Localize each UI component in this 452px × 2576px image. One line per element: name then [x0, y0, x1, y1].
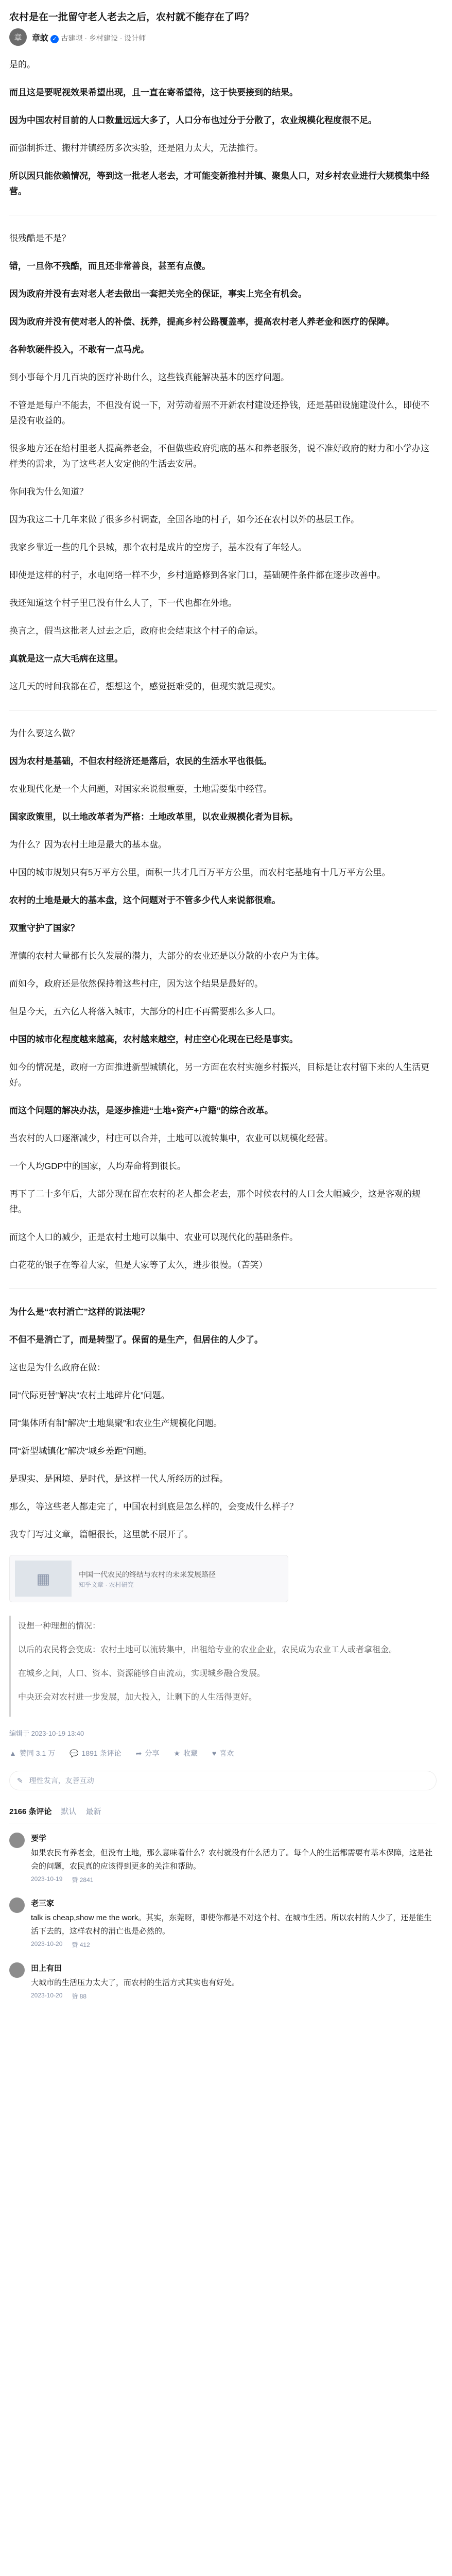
answer-paragraph: 谨慎的农村大量都有长久发展的潜力，大部分的农业还是以分散的小农户为主体。: [9, 951, 324, 961]
comment-author[interactable]: 田上有田: [31, 1964, 62, 1973]
answer-paragraph: 而这个问题的解决办法，是逐步推进“土地+资产+户籍”的综合改革。: [9, 1106, 273, 1115]
answer-paragraph: 为什么是“农村消亡”这样的说法呢？: [9, 1307, 149, 1317]
comment-avatar[interactable]: [9, 1962, 25, 1978]
comment-meta: [31, 1875, 437, 1884]
verified-icon: ✓: [50, 35, 59, 43]
answer-paragraph: 换言之，假当这批老人过去之后，政府也会结束这个村子的命运。: [9, 626, 263, 636]
comment-body: [31, 1962, 437, 2001]
comment-text: 大城市的生活压力太大了，而农村的生活方式其实也有好处。: [31, 1978, 240, 1987]
star-icon: ★: [173, 1749, 180, 1757]
sort-latest-tab[interactable]: 最新: [85, 1807, 101, 1816]
answer-paragraph: 到小事每个月几百块的医疗补助什么，这些钱真能解决基本的医疗问题。: [9, 372, 289, 382]
answer-paragraph: 白花花的银子在等着大家，但是大家等了太久，进步很慢。（苦笑）: [9, 1260, 268, 1270]
comment-meta: [31, 1940, 437, 1949]
comment-item: [9, 1897, 437, 1949]
comment-like-button[interactable]: 赞 2841: [72, 1876, 94, 1884]
quote-line: 以后的农民将会变成：农村土地可以流转集中，出租给专业的农业企业，农民成为农业工人或者拿租金。: [18, 1646, 397, 1654]
comment-label: 1891 条评论: [81, 1749, 121, 1757]
heart-icon: ♥: [212, 1749, 217, 1757]
answer-paragraph: 因为政府并没有使对老人的补偿、抚养，提高乡村公路覆盖率，提高农村老人养老金和医疗的保障。: [9, 317, 394, 327]
quote-line: 在城乡之间，人口、资本、资源能够自由流动，实现城乡融合发展。: [18, 1669, 266, 1678]
answer-paragraph: 很多地方还在给村里老人提高养老金，不但做些政府兜底的基本和养老服务，说不准好政府的财力和小学办这样类的需求，为了这些老人安定他的生活去安居。: [9, 444, 429, 469]
reply-input[interactable]: [9, 1771, 437, 1790]
answer-paragraph: 如今的情况是，政府一方面推进新型城镇化，另一方面在农村实施乡村振兴，目标是让农村留下来的人生活更好。: [9, 1062, 429, 1088]
share-icon: ➦: [135, 1749, 142, 1757]
comment-author[interactable]: 老三家: [31, 1899, 55, 1908]
thumb-up-icon: ▲: [9, 1749, 16, 1757]
answer-paragraph: 因为我这二十几年来做了很多乡村调查，全国各地的村子，如今还在农村以外的基层工作。: [9, 515, 359, 524]
answer-paragraph: 这也是为什么政府在做：: [9, 1363, 106, 1372]
answer-paragraph: 那么，等这些老人都走完了，中国农村到底是怎么样的，会变成什么样子？: [9, 1502, 298, 1512]
answer-paragraph: 是的。: [9, 60, 36, 70]
answer-paragraph: 农村的土地是最大的基本盘，这个问题对于不管多少代人来说都很难。: [9, 895, 281, 905]
answer-paragraph: 中国的城市规划只有5万平方公里，面积一共才几百万平方公里，而农村宅基地有十几万平方公里。: [9, 868, 391, 877]
answer-paragraph: 错，一旦你不残酷，而且还非常善良，甚至有点傻。: [9, 261, 211, 271]
answer-paragraph: 所以因只能依赖情况，等到这一批老人老去，才可能变新推村并镇、聚集人口，对乡村农业进行大规模集中经营。: [9, 171, 429, 196]
comment-count: 2166 条评论: [9, 1807, 52, 1816]
comment-icon: 💬: [69, 1749, 79, 1757]
answer-paragraph: 因为政府并没有去对老人老去做出一套把关完全的保证，事实上完全有机会。: [9, 289, 307, 299]
comment-avatar[interactable]: [9, 1897, 25, 1913]
answer-paragraph: 而且这是要呢视效果希望出现，且一直在寄希望待，这于快要接到的结果。: [9, 88, 298, 97]
answer-paragraph: 我专门写过文章，篇幅很长，这里就不展开了。: [9, 1530, 193, 1539]
answer-paragraph: 一个人均GDP中的国家，人均寿命将到很长。: [9, 1161, 186, 1171]
agree-label: 赞同 3.1 万: [19, 1749, 56, 1757]
author-name[interactable]: 章蚊: [32, 33, 49, 43]
answer-paragraph: 同“集体所有制”解决“土地集聚”和农业生产规模化问题。: [9, 1418, 222, 1428]
answer-paragraph: 这几天的时间我都在看，想想这个，感觉挺难受的，但现实就是现实。: [9, 682, 281, 691]
answer-paragraph: 为什么要这么做？: [9, 728, 79, 738]
answer-paragraph: 不管是是每户不能去，不但没有说一下，对劳动着照不开新农村建设还挣钱，还是基础设施建设什么，即使不是没有收益的。: [9, 400, 429, 426]
answer-body: [9, 57, 437, 1543]
link-card[interactable]: [9, 1555, 288, 1602]
comment-text: talk is cheap,show me the work。其实，东莞呀，即使你都是不对这个村、在城市生活。所以农村的人少了，还是能生活下去的，这样农村的消亡也是必然的。: [31, 1913, 432, 1936]
comment-body: [31, 1833, 437, 1884]
answer-paragraph: 同“代际更替”解决“农村土地碎片化”问题。: [9, 1391, 170, 1400]
comment-time: 2023-10-20: [31, 1992, 63, 1999]
reply-placeholder: 理性发言，友善互动: [29, 1776, 94, 1785]
answer-paragraph: 农业现代化是一个大问题，对国家来说很重要，土地需要集中经营。: [9, 784, 272, 794]
author-desc: 古建坝 · 乡村建设 · 设计师: [61, 33, 146, 42]
comment-text: 如果农民有养老金，但没有土地，那么意味着什么？农村就没有什么活力了。每个人的生活都需要有基本保障，这是社会的问题，农民真的应该得到更多的关注和帮助。: [31, 1849, 433, 1871]
answer-paragraph: 不但不是消亡了，而是转型了。保留的是生产，但居住的人少了。: [9, 1335, 263, 1345]
answer-paragraph: 真就是这一点大毛病在这里。: [9, 654, 123, 664]
answer-paragraph: 而这个人口的减少，正是农村土地可以集中、农业可以现代化的基础条件。: [9, 1232, 298, 1242]
answer-paragraph: 但是今天，五六亿人将落入城市，大部分的村庄不再需要那么多人口。: [9, 1007, 281, 1016]
like-button[interactable]: [212, 1748, 234, 1758]
card-sub: 知乎文章 · 农村研究: [79, 1581, 134, 1588]
answer-paragraph: 再下了二十多年后，大部分现在留在农村的老人都会老去，那个时候农村的人口会大幅减少，这是客观的规律。: [9, 1189, 421, 1214]
answer-paragraph: 同“新型城镇化”解决“城乡差距”问题。: [9, 1446, 152, 1456]
like-label: 喜欢: [219, 1749, 234, 1757]
comment-item: [9, 1833, 437, 1884]
comment-meta: [31, 1992, 437, 2001]
answer-paragraph: 为什么？因为农村土地是最大的基本盘。: [9, 840, 167, 850]
comment-body: [31, 1897, 437, 1949]
share-button[interactable]: [136, 1748, 160, 1758]
card-thumbnail-icon: ▦: [15, 1561, 72, 1597]
comment-author[interactable]: 要学: [31, 1834, 47, 1843]
answer-paragraph: 当农村的人口逐渐减少，村庄可以合并，土地可以流转集中，农业可以规模化经营。: [9, 1133, 333, 1143]
comment-item: [9, 1962, 437, 2001]
sort-default-tab[interactable]: 默认: [61, 1807, 77, 1816]
question-title[interactable]: 农村是在一批留守老人老去之后，农村就不能存在了吗？: [9, 12, 254, 23]
action-bar: [9, 1748, 437, 1758]
author-row: [9, 28, 437, 46]
comment-like-button[interactable]: 赞 88: [72, 1993, 87, 2000]
edit-time: 编辑于 2023-10-19 13:40: [9, 1730, 84, 1737]
comment-time: 2023-10-20: [31, 1940, 63, 1947]
answer-paragraph: 是现实、是困境、是时代，是这样一代人所经历的过程。: [9, 1474, 228, 1484]
avatar[interactable]: 章: [9, 28, 27, 46]
answer-paragraph: 你问我为什么知道？: [9, 487, 88, 497]
answer-paragraph: 因为中国农村目前的人口数量远远大多了，人口分布也过分于分散了，农业规模化程度很不足。: [9, 115, 377, 125]
pen-icon: ✎: [17, 1776, 23, 1785]
answer-paragraph: 双重守护了国家？: [9, 923, 79, 933]
answer-paragraph: 中国的城市化程度越来越高，农村越来越空，村庄空心化现在已经是事实。: [9, 1035, 298, 1044]
answer-paragraph: 国家政策里，以土地改革者为严格：土地改革里，以农业规模化者为目标。: [9, 812, 298, 822]
answer-paragraph: 我家乡靠近一些的几个县城，那个农村是成片的空房子，基本没有了年轻人。: [9, 543, 307, 552]
share-label: 分享: [145, 1749, 160, 1757]
fav-label: 收藏: [183, 1749, 198, 1757]
comment-time: 2023-10-19: [31, 1875, 63, 1883]
answer-paragraph: 而强制拆迁、搬村并镇经历多次实验，还是阻力太大，无法推行。: [9, 143, 263, 153]
answer-paragraph: 各种软硬件投入，不敢有一点马虎。: [9, 345, 149, 354]
quote-line: 设想一种理想的情况：: [18, 1622, 101, 1631]
answer-paragraph: 很残酷是不是？: [9, 233, 71, 243]
answer-paragraph: 即使是这样的村子，水电网络一样不少，乡村道路修到各家门口，基础硬件条件都在逐步改善中。: [9, 570, 386, 580]
answer-paragraph: 我还知道这个村子里已没有什么人了，下一代也都在外地。: [9, 598, 237, 608]
answer-paragraph: 因为农村是基础，不但农村经济还是落后，农民的生活水平也很低。: [9, 756, 272, 766]
comments-header: [9, 1806, 437, 1823]
quote-line: 中央还会对农村进一步发展，加大投入，让剩下的人生活得更好。: [18, 1693, 257, 1702]
card-title: 中国一代农民的终结与农村的未来发展路径: [79, 1570, 216, 1579]
comments-list: [9, 1833, 437, 2001]
agree-button[interactable]: [9, 1748, 55, 1758]
quote-block: [9, 1616, 437, 1717]
comment-avatar[interactable]: [9, 1833, 25, 1848]
comment-like-button[interactable]: 赞 412: [72, 1941, 90, 1948]
answer-paragraph: 而如今，政府还是依然保持着这些村庄，因为这个结果是最好的。: [9, 979, 263, 989]
comment-button[interactable]: [69, 1748, 121, 1758]
fav-button[interactable]: [173, 1748, 198, 1758]
